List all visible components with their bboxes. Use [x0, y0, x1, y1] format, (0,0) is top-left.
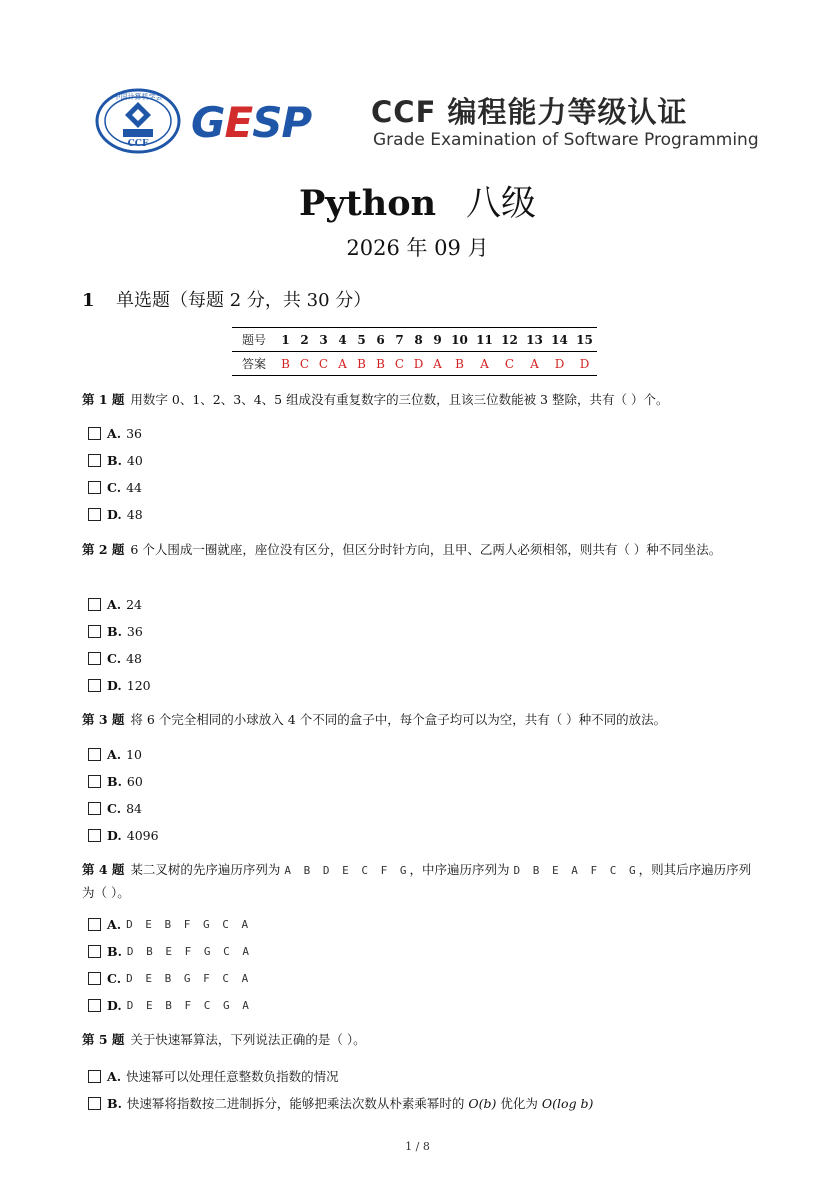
- question-label: 第 3 题: [82, 712, 125, 727]
- option-q5-b[interactable]: B. 快速幂将指数按二进制拆分，能够把乘法次数从朴素乘幂时的 O(b) 优化为 O(log b): [88, 1094, 593, 1112]
- option-q3-b[interactable]: B. 60: [88, 774, 143, 789]
- question-3: [82, 709, 752, 731]
- checkbox[interactable]: [88, 945, 101, 958]
- answer-cell: D: [572, 352, 597, 376]
- question-text: 关于快速幂算法，下列说法正确的是（ ）。: [130, 1032, 366, 1047]
- table-cell: 5: [352, 328, 371, 352]
- gesp-logo: GESP: [191, 98, 312, 147]
- checkbox[interactable]: [88, 1097, 101, 1110]
- table-cell: 11: [472, 328, 497, 352]
- header-banner: [95, 88, 759, 160]
- checkbox[interactable]: [88, 999, 101, 1012]
- exam-title: [0, 176, 835, 226]
- option-q2-b[interactable]: B. 36: [88, 624, 143, 639]
- question-text: 用数字 0、1、2、3、4、5 组成没有重复数字的三位数，且该三位数能被 3 整除，共有（ ）个。: [130, 392, 669, 407]
- checkbox[interactable]: [88, 427, 101, 440]
- table-cell: 7: [390, 328, 409, 352]
- table-cell: 12: [497, 328, 522, 352]
- option-q4-d[interactable]: D. D E B F C G A: [88, 998, 252, 1013]
- answer-cell: A: [472, 352, 497, 376]
- table-cell: 10: [447, 328, 472, 352]
- option-q1-c[interactable]: C. 44: [88, 480, 142, 495]
- answer-table: [232, 327, 597, 376]
- option-q4-c[interactable]: C. D E B G F C A: [88, 971, 251, 986]
- answer-cell: B: [447, 352, 472, 376]
- question-text: 将 6 个完全相同的小球放入 4 个不同的盒子中，每个盒子均可以为空，共有（ ）种不同的放法。: [130, 712, 667, 727]
- table-cell: 4: [333, 328, 352, 352]
- exam-level: 八级: [466, 184, 537, 224]
- answer-cell: D: [409, 352, 428, 376]
- question-4: 第 4 题 某二叉树的先序遍历序列为 A B D E C F G，中序遍历序列为 D B E A F C G，则其后序遍历序列为（ ）。: [82, 862, 752, 900]
- section-title: 单选题（每题 2 分，共 30 分）: [116, 290, 372, 311]
- option-q4-b[interactable]: B. D B E F G C A: [88, 944, 252, 959]
- checkbox[interactable]: [88, 508, 101, 521]
- checkbox[interactable]: [88, 652, 101, 665]
- table-cell: 2: [295, 328, 314, 352]
- brand-title-en: Grade Examination of Software Programming: [373, 130, 759, 150]
- answer-cell: C: [295, 352, 314, 376]
- checkbox[interactable]: [88, 625, 101, 638]
- math-o-b: O(b): [468, 1095, 497, 1111]
- table-cell: 15: [572, 328, 597, 352]
- brand-title-cn: CCF 编程能力等级认证: [371, 95, 688, 129]
- checkbox[interactable]: [88, 1070, 101, 1083]
- question-label: 第 2 题: [82, 542, 125, 557]
- option-q2-c[interactable]: C. 48: [88, 651, 142, 666]
- option-q2-d[interactable]: D. 120: [88, 678, 151, 693]
- checkbox[interactable]: [88, 918, 101, 931]
- checkbox[interactable]: [88, 454, 101, 467]
- table-row-label: 题号: [232, 328, 276, 352]
- seal-abbr: CCF: [127, 139, 149, 149]
- table-cell: 14: [547, 328, 572, 352]
- option-q3-a[interactable]: A. 10: [88, 747, 142, 762]
- answer-cell: B: [276, 352, 295, 376]
- checkbox[interactable]: [88, 748, 101, 761]
- exam-language: Python: [298, 183, 437, 224]
- answer-cell: D: [547, 352, 572, 376]
- math-o-log-b: O(log b): [541, 1095, 594, 1111]
- table-cell: 3: [314, 328, 333, 352]
- question-label: 第 4 题: [82, 862, 125, 877]
- answer-cell: B: [371, 352, 390, 376]
- table-cell: 9: [428, 328, 447, 352]
- checkbox[interactable]: [88, 829, 101, 842]
- page-number: 1 / 8: [405, 1140, 430, 1153]
- question-2: [82, 539, 752, 561]
- checkbox[interactable]: [88, 598, 101, 611]
- question-label: 第 5 题: [82, 1032, 125, 1047]
- question-label: 第 1 题: [82, 392, 125, 407]
- answer-cell: C: [497, 352, 522, 376]
- table-cell: 13: [522, 328, 547, 352]
- option-q3-c[interactable]: C. 84: [88, 801, 142, 816]
- answer-cell: A: [333, 352, 352, 376]
- answer-cell: B: [352, 352, 371, 376]
- answer-cell: A: [428, 352, 447, 376]
- option-q4-a[interactable]: A. D E B F G C A: [88, 917, 251, 932]
- ccf-seal-logo: [95, 88, 181, 154]
- question-1: [82, 389, 752, 411]
- section-number: 1: [82, 290, 95, 311]
- table-row-label: 答案: [232, 352, 276, 376]
- preorder-sequence: A B D E C F G: [284, 864, 410, 877]
- checkbox[interactable]: [88, 679, 101, 692]
- option-q1-d[interactable]: D. 48: [88, 507, 143, 522]
- question-text: 6 个人围成一圈就座，座位没有区分，但区分时针方向，且甲、乙两人必须相邻，则共有（ ）种不同坐法。: [130, 542, 722, 557]
- checkbox[interactable]: [88, 972, 101, 985]
- option-q2-a[interactable]: A. 24: [88, 597, 142, 612]
- answer-cell: C: [314, 352, 333, 376]
- section-heading: [82, 286, 371, 312]
- option-q5-a[interactable]: A. 快速幂可以处理任意整数负指数的情况: [88, 1067, 339, 1085]
- option-q1-a[interactable]: A. 36: [88, 426, 142, 441]
- question-5: [82, 1029, 752, 1051]
- checkbox[interactable]: [88, 802, 101, 815]
- option-q1-b[interactable]: B. 40: [88, 453, 143, 468]
- answer-cell: C: [390, 352, 409, 376]
- answer-table-answer-row: [232, 352, 597, 376]
- table-cell: 8: [409, 328, 428, 352]
- table-cell: 1: [276, 328, 295, 352]
- inorder-sequence: D B E A F C G: [513, 864, 639, 877]
- table-cell: 6: [371, 328, 390, 352]
- answer-table-number-row: [232, 328, 597, 352]
- checkbox[interactable]: [88, 481, 101, 494]
- exam-date: 2026 年 09 月: [346, 236, 489, 260]
- seal-text: 中国计算机学会: [113, 93, 163, 101]
- checkbox[interactable]: [88, 775, 101, 788]
- option-q3-d[interactable]: D. 4096: [88, 828, 159, 843]
- answer-cell: A: [522, 352, 547, 376]
